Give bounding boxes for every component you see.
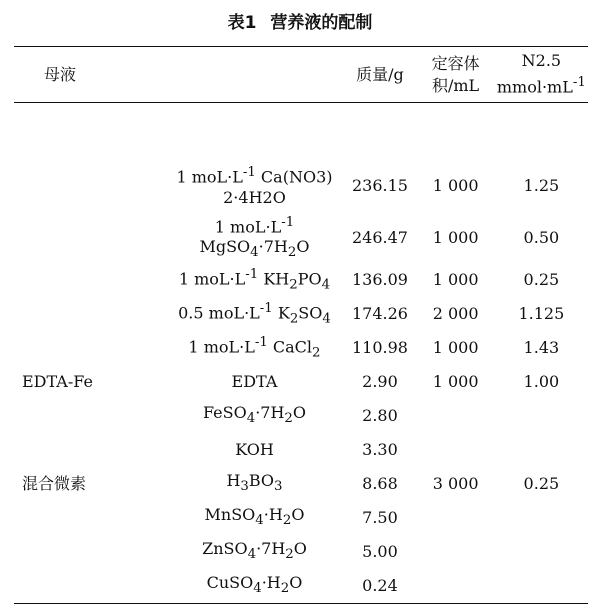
cell-mother-liquor: [14, 263, 166, 297]
table-row: [14, 501, 588, 535]
header-mother-liquor: 母液: [44, 64, 77, 84]
cell-reagent: 1 $moL\cdot L^{-1}$ $KH_2PO_4$: [178, 266, 331, 293]
table-header: [14, 47, 588, 159]
cell-mass: 8.68: [362, 474, 398, 494]
cell-reagent: $MnSO_4\cdot H_2O$: [204, 504, 305, 529]
cell-volume: [416, 433, 494, 467]
cell-concentration: [495, 433, 588, 467]
header-mass: 质量/g: [356, 64, 404, 84]
header-reagent: [166, 47, 344, 103]
header-volume-line1: 定容体: [431, 53, 480, 73]
nutrient-solution-table: [14, 46, 588, 604]
header-conc-exponent: -1: [572, 75, 586, 91]
cell-mother-liquor: 混合微素: [22, 474, 87, 494]
cell-concentration: 0.25: [523, 270, 560, 290]
table-title: 营养液的配制: [270, 13, 373, 33]
cell-mother-liquor: [14, 159, 166, 213]
cell-mother-liquor: [14, 535, 166, 569]
header-concentration: [495, 47, 588, 103]
cell-volume: [416, 399, 494, 433]
cell-volume: [416, 535, 494, 569]
cell-reagent: EDTA: [231, 372, 278, 392]
cell-concentration: [495, 535, 588, 569]
cell-volume: 1 000: [432, 227, 479, 247]
header-rule: [14, 103, 588, 159]
cell-reagent: KOH: [235, 440, 274, 460]
cell-mother-liquor: [14, 213, 166, 264]
table-row: [14, 213, 588, 264]
cell-reagent: $CuSO_4\cdot H_2O$: [206, 572, 303, 596]
cell-mother-liquor: [14, 331, 166, 365]
table-number: 表1: [227, 13, 257, 33]
cell-volume: [416, 501, 494, 535]
table-row: [14, 399, 588, 433]
cell-concentration: 0.50: [523, 227, 560, 247]
cell-mother-liquor: EDTA-Fe: [22, 372, 93, 392]
cell-mother-liquor: [14, 501, 166, 535]
table-row: [14, 263, 588, 297]
cell-mass: 136.09: [351, 270, 408, 290]
table-row: [14, 159, 588, 213]
cell-reagent: 0.5 $moL\cdot L^{-1}$ $K_2SO_4$: [178, 300, 331, 327]
cell-concentration: [495, 399, 588, 433]
cell-concentration: [495, 569, 588, 603]
cell-volume: [416, 569, 494, 603]
cell-mother-liquor: [14, 399, 166, 433]
cell-concentration: 1.43: [523, 338, 560, 358]
cell-volume: 1 000: [432, 338, 479, 358]
cell-volume: 3 000: [432, 474, 479, 494]
cell-mother-liquor: [14, 433, 166, 467]
cell-mass: 110.98: [351, 338, 408, 358]
table-row: [14, 331, 588, 365]
cell-volume: 1 000: [432, 175, 479, 195]
cell-mass: 0.24: [362, 575, 398, 595]
cell-mass: 246.47: [351, 227, 408, 247]
cell-mass: 5.00: [362, 542, 398, 562]
table-body: [14, 159, 588, 604]
table-row: [14, 433, 588, 467]
cell-volume: 2 000: [432, 304, 479, 324]
header-conc-line1: N2.5: [521, 51, 562, 71]
cell-reagent: 1 $moL\cdot L^{-1}$ Ca(NO3) 2·4H2O: [176, 165, 333, 207]
cell-mass: 236.15: [351, 175, 408, 195]
table-row: [14, 535, 588, 569]
cell-volume: 1 000: [432, 372, 479, 392]
cell-mass: 3.30: [362, 440, 398, 460]
cell-reagent: $FeSO_4\cdot 7H_2O$: [202, 402, 307, 427]
table-caption: [0, 8, 600, 33]
cell-mass: 174.26: [351, 304, 408, 324]
cell-concentration: 1.00: [523, 372, 560, 392]
cell-concentration: 1.25: [523, 175, 560, 195]
table-row: [14, 297, 588, 331]
table-row: [14, 467, 588, 501]
cell-mother-liquor: [14, 569, 166, 603]
header-row: [14, 47, 588, 103]
header-volume-line2: 积/mL: [431, 75, 480, 95]
header-volume: [416, 47, 494, 103]
cell-volume: 1 000: [432, 270, 479, 290]
header-conc-unit: mmol·mL: [496, 77, 573, 97]
cell-reagent: $H_3BO_3$: [226, 470, 283, 495]
cell-mass: 7.50: [362, 508, 398, 528]
cell-concentration: 0.25: [523, 474, 560, 494]
cell-reagent: 1 $moL\cdot L^{-1}$ CaCl$_2$: [188, 334, 321, 361]
table-bottom-rule: [14, 603, 588, 604]
cell-reagent: $ZnSO_4\cdot 7H_2O$: [202, 538, 307, 563]
cell-mass: 2.90: [362, 372, 398, 392]
table-row: [14, 365, 588, 399]
cell-reagent: 1 $moL\cdot L^{-1}$ $MgSO_4\cdot 7H_2O$: [199, 214, 310, 261]
cell-mass: 2.80: [362, 406, 398, 426]
cell-mother-liquor: [14, 297, 166, 331]
table-row: [14, 569, 588, 603]
cell-concentration: 1.125: [518, 304, 565, 324]
cell-concentration: [495, 501, 588, 535]
header-conc-line2: [496, 72, 587, 98]
